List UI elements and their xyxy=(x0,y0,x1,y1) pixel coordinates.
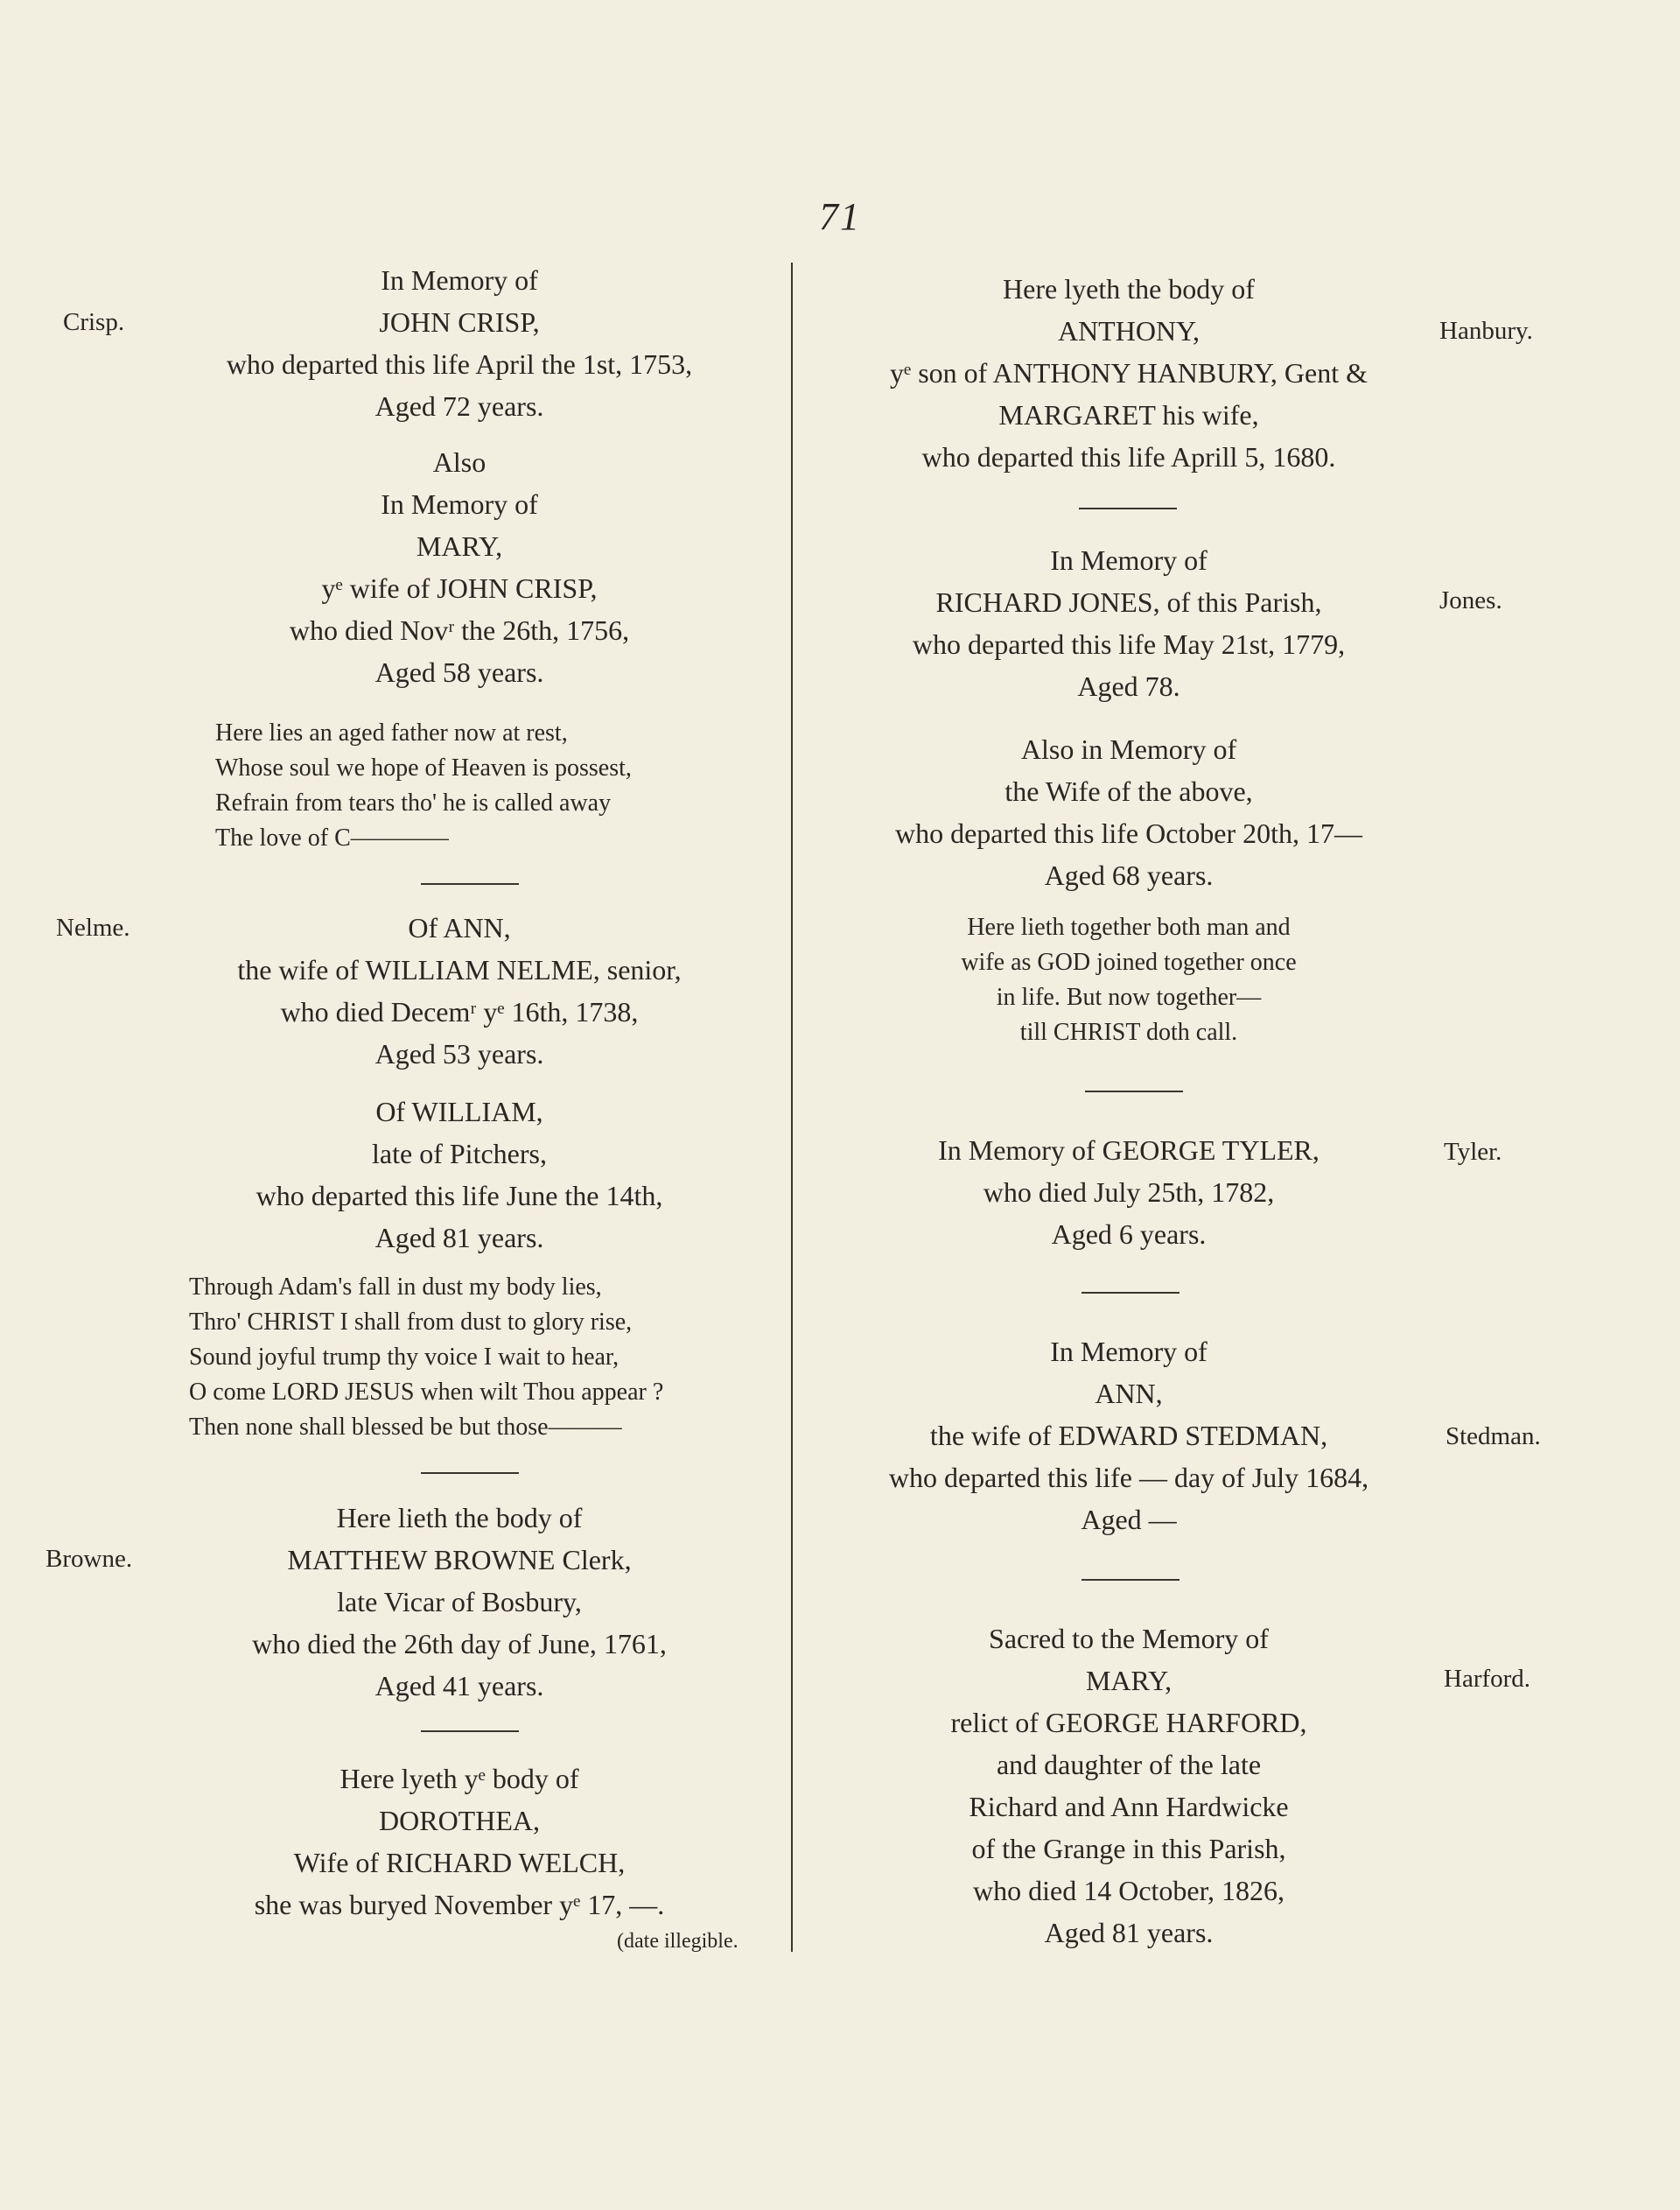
text-line: In Memory of GEORGE TYLER, xyxy=(938,1134,1320,1166)
text-line: Aged 6 years. xyxy=(1051,1218,1207,1250)
verse-line: Here lieth together both man and xyxy=(967,914,1291,941)
verse-line: Then none shall blessed be but those——— xyxy=(189,1414,622,1441)
verse-line: The love of C———— xyxy=(215,824,449,852)
text-line: Aged 78. xyxy=(1077,670,1180,702)
text-line: and daughter of the late xyxy=(996,1749,1262,1780)
text-line: the Wife of the above, xyxy=(1004,775,1253,807)
margin-name-browne: Browne. xyxy=(46,1545,133,1573)
text-line: who departed this life June the 14th, xyxy=(256,1180,663,1211)
stedman-inscription xyxy=(831,1330,1426,1540)
jones-wife-inscription xyxy=(831,728,1426,896)
text-line: Aged 58 years. xyxy=(374,656,544,688)
margin-name-stedman: Stedman. xyxy=(1446,1422,1541,1450)
text-line: Sacred to the Memory of xyxy=(989,1623,1269,1654)
text-line: RICHARD JONES, of this Parish, xyxy=(935,586,1322,618)
text-line: In Memory of xyxy=(1050,1336,1208,1367)
text-line: who departed this life — day of July 1684, xyxy=(888,1462,1369,1493)
text-line: Aged 81 years. xyxy=(1044,1917,1214,1948)
section-rule xyxy=(1082,1292,1180,1294)
text-line: relict of GEORGE HARFORD, xyxy=(950,1707,1307,1738)
crisp-inscription xyxy=(158,259,761,427)
welch-inscription xyxy=(158,1757,761,1926)
tyler-inscription xyxy=(831,1129,1426,1255)
text-line: Aged 72 years. xyxy=(374,390,544,422)
verse-line: Through Adam's fall in dust my body lies, xyxy=(189,1273,602,1301)
section-rule xyxy=(1079,508,1177,509)
verse-line: Whose soul we hope of Heaven is possest, xyxy=(215,754,632,782)
text-line: Aged — xyxy=(1081,1504,1177,1535)
text-line: Also xyxy=(432,446,486,478)
text-line: Aged 68 years. xyxy=(1044,859,1214,891)
text-line: who died Novʳ the 26th, 1756, xyxy=(289,614,630,646)
jones-epitaph-verse xyxy=(831,910,1426,1050)
text-line: Here lieth the body of xyxy=(336,1502,583,1533)
text-line: yᵉ wife of JOHN CRISP, xyxy=(321,572,598,604)
margin-name-harford: Harford. xyxy=(1444,1665,1531,1693)
crisp-epitaph-verse xyxy=(215,716,632,856)
text-line: MARGARET his wife, xyxy=(998,399,1259,431)
verse-line: Thro' CHRIST I shall from dust to glory rise, xyxy=(189,1308,633,1336)
text-line: MARY, xyxy=(416,530,503,562)
section-rule xyxy=(421,1472,519,1474)
text-line: Richard and Ann Hardwicke xyxy=(969,1791,1289,1822)
text-line: Here lyeth the body of xyxy=(1003,273,1255,305)
column-divider xyxy=(791,263,793,1952)
richard-jones-inscription xyxy=(831,539,1426,707)
text-line: MARY, xyxy=(1085,1665,1172,1696)
text-line: who departed this life October 20th, 17— xyxy=(894,817,1363,849)
section-rule xyxy=(1085,1091,1183,1092)
william-nelme-inscription xyxy=(158,1091,761,1259)
mary-crisp-inscription xyxy=(158,441,761,693)
text-line: Aged 53 years. xyxy=(374,1038,544,1070)
text-line: Of ANN, xyxy=(408,912,511,944)
hanbury-inscription xyxy=(831,268,1426,478)
verse-line: Here lies an aged father now at rest, xyxy=(215,719,568,747)
text-line: Aged 41 years. xyxy=(374,1670,544,1701)
page-number: 71 xyxy=(819,195,861,238)
text-line: late Vicar of Bosbury, xyxy=(337,1586,582,1617)
verse-line: till CHRIST doth call. xyxy=(1019,1019,1238,1046)
text-line: who departed this life Aprill 5, 1680. xyxy=(921,441,1336,473)
text-line: Of WILLIAM, xyxy=(375,1096,543,1127)
margin-name-crisp: Crisp. xyxy=(63,308,125,336)
harford-inscription xyxy=(831,1617,1426,1954)
verse-line: O come LORD JESUS when wilt Thou appear ? xyxy=(189,1379,664,1406)
text-line: JOHN CRISP, xyxy=(379,306,540,338)
text-line: who died the 26th day of June, 1761, xyxy=(252,1628,667,1659)
text-line: In Memory of xyxy=(381,264,538,296)
verse-line: Sound joyful trump thy voice I wait to hear, xyxy=(189,1344,620,1371)
text-line: Here lyeth yᵉ body of xyxy=(340,1763,579,1794)
text-line: yᵉ son of ANTHONY HANBURY, Gent & xyxy=(890,357,1368,389)
verse-line: in life. But now together— xyxy=(996,984,1262,1011)
nelme-epitaph-verse xyxy=(189,1270,663,1445)
text-line: who died July 25th, 1782, xyxy=(983,1176,1275,1208)
text-line: ANTHONY, xyxy=(1057,315,1200,347)
margin-name-hanbury: Hanbury. xyxy=(1439,317,1533,345)
section-rule xyxy=(421,883,519,885)
text-line: DOROTHEA, xyxy=(379,1805,540,1836)
text-line: In Memory of xyxy=(1050,544,1208,576)
section-rule xyxy=(421,1730,519,1732)
text-line: the wife of EDWARD STEDMAN, xyxy=(929,1420,1328,1451)
date-illegible-note: (date illegible. xyxy=(617,1930,738,1953)
text-line: Wife of RICHARD WELCH, xyxy=(293,1847,626,1878)
section-rule xyxy=(1082,1579,1180,1581)
text-line: of the Grange in this Parish, xyxy=(971,1833,1286,1864)
margin-name-tyler: Tyler. xyxy=(1444,1138,1502,1166)
text-line: the wife of WILLIAM NELME, senior, xyxy=(237,954,682,986)
text-line: who died 14 October, 1826, xyxy=(973,1875,1284,1906)
text-line: late of Pitchers, xyxy=(372,1138,547,1169)
margin-name-nelme: Nelme. xyxy=(56,914,130,942)
text-line: In Memory of xyxy=(381,488,538,520)
text-line: Also in Memory of xyxy=(1020,733,1237,765)
text-line: she was buryed November yᵉ 17, —. xyxy=(254,1889,665,1920)
ann-nelme-inscription xyxy=(158,907,761,1075)
verse-line: wife as GOD joined together once xyxy=(961,949,1297,976)
verse-line: Refrain from tears tho' he is called away xyxy=(215,789,612,817)
text-line: ANN, xyxy=(1095,1378,1163,1409)
text-line: who departed this life May 21st, 1779, xyxy=(912,628,1346,660)
text-line: MATTHEW BROWNE Clerk, xyxy=(287,1544,632,1575)
text-line: who died Decemʳ yᵉ 16th, 1738, xyxy=(280,996,639,1028)
browne-inscription xyxy=(158,1497,761,1707)
margin-name-jones: Jones. xyxy=(1439,586,1502,614)
text-line: who departed this life April the 1st, 1753, xyxy=(226,348,693,380)
text-line: Aged 81 years. xyxy=(374,1222,544,1253)
